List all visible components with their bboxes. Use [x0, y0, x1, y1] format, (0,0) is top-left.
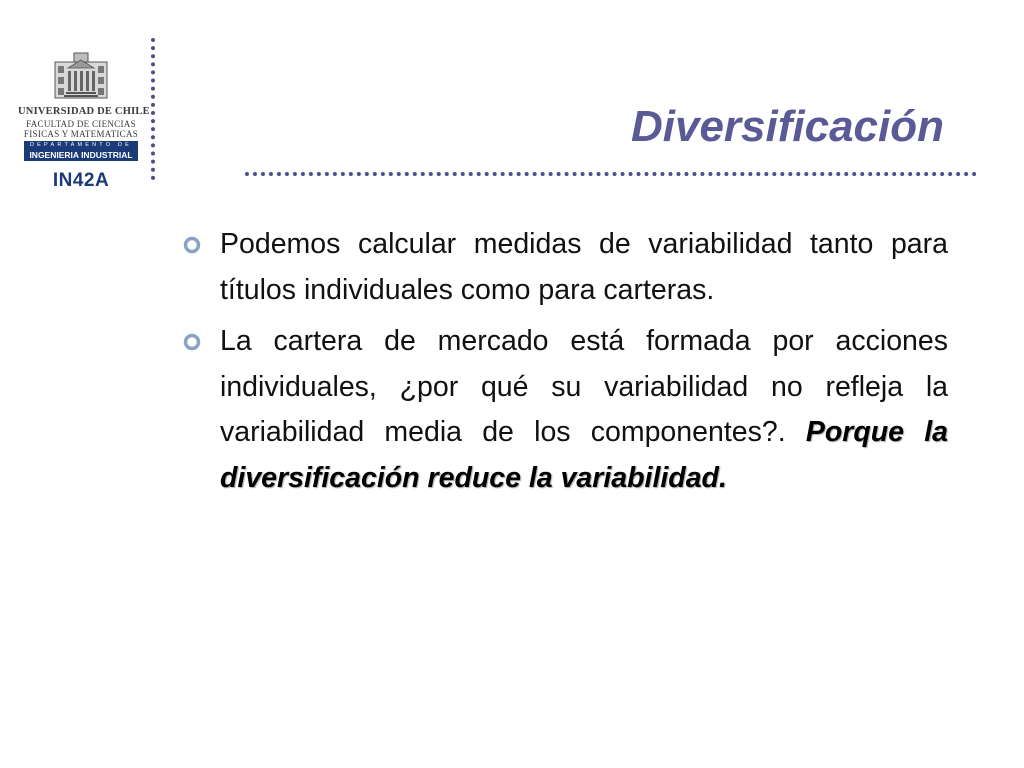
- university-building-icon: [54, 52, 108, 100]
- logo-faculty-line1: FACULTAD DE CIENCIAS: [26, 119, 136, 129]
- bullet-text-1: Podemos calcular medidas de variabilidad tanto para títulos individuales como para carteras.: [220, 228, 948, 306]
- university-logo: [18, 52, 150, 194]
- bullet-text-2: La cartera de mercado está formada por acciones individuales, ¿por qué su variabilidad no refleja la variabilidad media de los componentes?.: [220, 325, 948, 448]
- course-code: IN42A: [52, 170, 110, 191]
- bullet-list: [182, 222, 948, 507]
- logo-department-bar: [24, 141, 138, 161]
- bullet-item-1: [182, 222, 948, 313]
- ring-bullet-icon: [182, 235, 202, 255]
- slide-title: Diversificación: [630, 102, 944, 151]
- bullet-item-2: [182, 319, 948, 501]
- title-underline-dotted: [245, 172, 977, 176]
- logo-department-label: DEPARTAMENTO DE: [30, 142, 132, 148]
- bullet-emphasis-2: Porque la diversificación reduce la variabilidad.: [220, 416, 948, 494]
- logo-department-name: INGENIERIA INDUSTRIAL: [29, 150, 133, 160]
- logo-university-name: UNIVERSIDAD DE CHILE: [18, 106, 150, 117]
- logo-faculty-line2: FISICAS Y MATEMATICAS: [23, 129, 139, 139]
- vertical-dotted-divider: [151, 38, 155, 180]
- ring-bullet-icon: [182, 332, 202, 352]
